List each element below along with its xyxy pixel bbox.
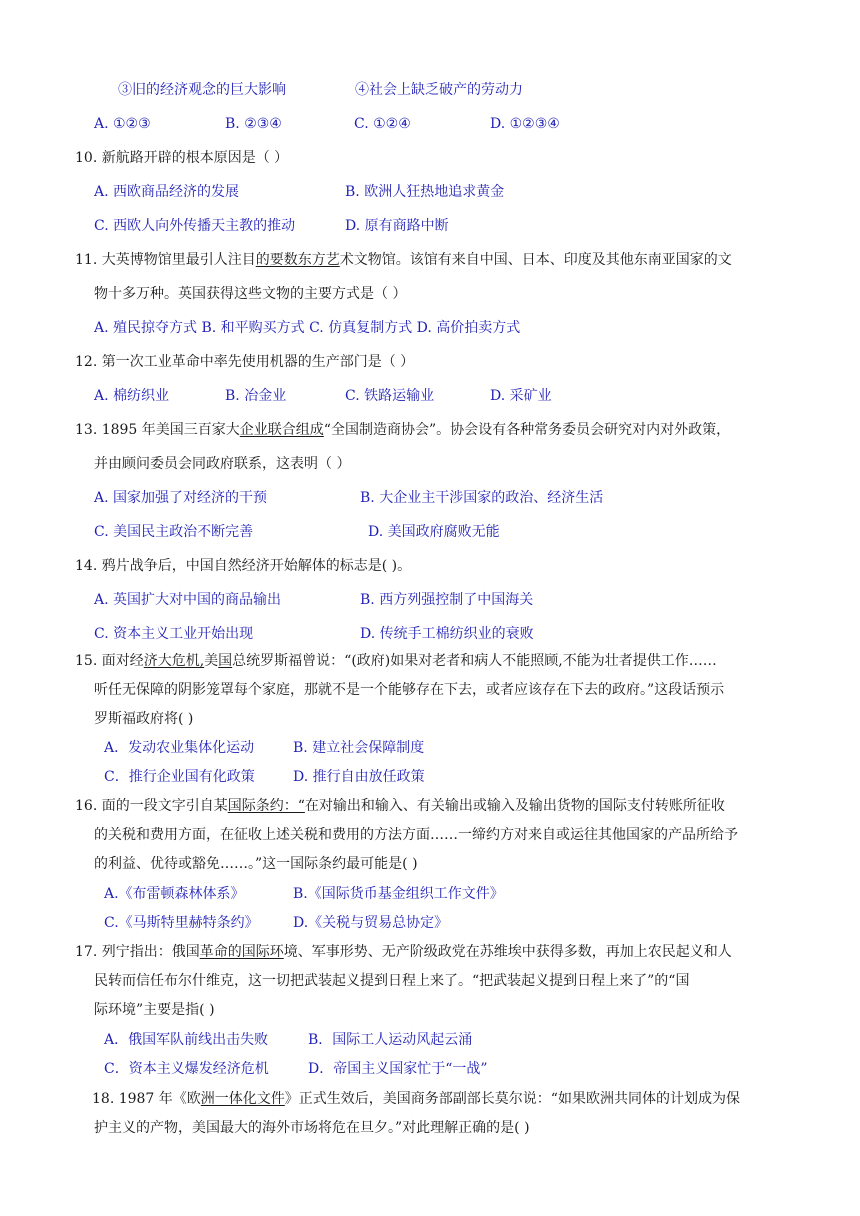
text-segment: B.《国际货币基金组织工作文件》 [293, 886, 504, 902]
text-segment: 14. 鸦片战争后，中国自然经济开始解体的标志是( )。 [75, 558, 412, 574]
answer-option [94, 488, 267, 508]
text-segment: 12. 第一次工业革命中率先使用机器的生产部门是（ ） [75, 354, 415, 370]
text-segment: D.《关税与贸易总协定》 [293, 915, 449, 931]
text-segment: 术文物馆。该馆有来自中国、日本、印度及其他东南亚国家的文 [339, 252, 732, 268]
answer-option [104, 1030, 268, 1050]
text-segment: 17. 列宁指出：俄国 [75, 944, 200, 960]
text-segment: C．资本主义爆发经济危机 [104, 1061, 269, 1077]
text-segment: D. 推行自由放任政策 [293, 769, 425, 785]
answer-option [308, 1059, 488, 1079]
text-segment: 际环境”主要是指( ) [94, 1002, 215, 1018]
text-segment: B. 大企业主干涉国家的政治、经济生活 [360, 490, 604, 506]
answer-option [490, 386, 552, 406]
text-segment: D. 美国政府腐败无能 [368, 524, 500, 540]
underlined-text: 济大危机, [143, 653, 205, 669]
question-text [94, 284, 406, 304]
question-text [75, 651, 717, 671]
answer-option [94, 522, 253, 542]
text-segment: B. 冶金业 [225, 388, 287, 404]
text-segment: C.《马斯特里赫特条约》 [104, 915, 259, 931]
answer-option [104, 738, 254, 758]
answer-option [118, 80, 286, 100]
answer-option [94, 624, 253, 644]
text-segment: 物十多万种。英国获得这些文物的主要方式是（ ） [94, 286, 407, 302]
answer-option [225, 386, 286, 406]
text-segment: 11. 大英博物馆里最引人注目 [75, 252, 256, 268]
answer-option [94, 590, 281, 610]
text-segment: ③旧的经济观念的巨大影响 [118, 82, 286, 98]
text-segment: D. 传统手工棉纺织业的衰败 [360, 626, 534, 642]
question-text [75, 148, 288, 168]
answer-option [360, 590, 533, 610]
text-segment: C．推行企业国有化政策 [104, 769, 255, 785]
question-text [75, 942, 732, 962]
text-segment: 15. 面对经 [75, 653, 144, 669]
text-segment: D．帝国主义国家忙于“一战” [308, 1061, 488, 1077]
answer-option [490, 114, 560, 134]
text-segment: A.《布雷顿森林体系》 [104, 886, 245, 902]
answer-option [293, 884, 504, 904]
question-text [94, 1000, 215, 1020]
answer-option [104, 767, 255, 787]
underlined-text: 革命的国际环 [199, 944, 284, 960]
text-segment: B. 西方列强控制了中国海关 [360, 592, 534, 608]
answer-option [94, 216, 295, 236]
text-segment: 护主义的产物，美国最大的海外市场将危在旦夕。”对此理解正确的是( ) [94, 1120, 530, 1136]
text-segment: 罗斯福政府将( ) [94, 711, 194, 727]
text-segment: A. 殖民掠夺方式 B. 和平购买方式 C. 仿真复制方式 D. 高价拍卖方式 [94, 320, 521, 336]
answer-option [345, 386, 434, 406]
text-segment: B. ②③④ [225, 116, 282, 132]
text-segment: C. 西欧人向外传播天主教的推动 [94, 218, 296, 234]
text-segment: 民转而信任布尔什维克，这一切把武装起义提到日程上来了。“把武装起义提到日程上来了”的“国 [94, 973, 690, 989]
underlined-text: 国际条约：“ [227, 798, 305, 814]
text-segment: C. ①②④ [354, 116, 411, 132]
text-segment: 13. 1895 年美国三百家大 [75, 422, 240, 438]
question-text [94, 825, 738, 845]
text-segment: 10. 新航路开辟的根本原因是（ ） [75, 150, 289, 166]
answer-option [293, 913, 448, 933]
question-text [94, 854, 418, 874]
answer-option [94, 318, 520, 338]
answer-option [225, 114, 282, 134]
underlined-text: 企业联合组成 [239, 422, 324, 438]
text-segment: A. 棉纺织业 [94, 388, 170, 404]
text-segment: A. 国家加强了对经济的干预 [94, 490, 268, 506]
question-text [75, 250, 732, 270]
text-segment: B. 建立社会保障制度 [293, 740, 425, 756]
underlined-text: 洲一体化文件 [200, 1091, 285, 1107]
answer-option [368, 522, 500, 542]
question-text [94, 709, 193, 729]
question-text [75, 420, 730, 440]
text-segment: C. 资本主义工业开始出现 [94, 626, 254, 642]
answer-option [308, 1030, 472, 1050]
answer-option [104, 884, 245, 904]
text-segment: 听任无保障的阴影笼罩每个家庭，那就不是一个能够存在下去，或者应该存在下去的政府。”这段话预示 [94, 682, 725, 698]
answer-option [104, 913, 259, 933]
text-segment: “全国制造商协会”。协会设有各种常务委员会研究对内对外政策， [323, 422, 731, 438]
underlined-text: 的要数东方艺 [255, 252, 340, 268]
question-text [94, 454, 350, 474]
answer-option [293, 767, 425, 787]
text-segment: 总统罗斯福曾说：“(政府)如果对老者和病人不能照顾,不能为壮者提供工作…… [232, 653, 717, 669]
text-segment: 在对输出和输入、有关输出或输入及输出货物的国际支付转账所征收 [304, 798, 725, 814]
text-segment: 境、军事形势、无产阶级政党在苏维埃中获得多数，再加上农民起义和人 [283, 944, 732, 960]
text-segment: D. 采矿业 [490, 388, 552, 404]
question-text [94, 1118, 530, 1138]
text-segment: D. 原有商路中断 [345, 218, 449, 234]
question-text [92, 1089, 740, 1109]
answer-option [360, 488, 603, 508]
question-text [94, 680, 724, 700]
text-segment: A. 英国扩大对中国的商品输出 [94, 592, 282, 608]
question-text [75, 796, 725, 816]
text-segment: 并由顾问委员会同政府联系，这表明（ ） [94, 456, 351, 472]
underlined-text: 国 [218, 653, 233, 669]
answer-option [345, 182, 504, 202]
question-text [94, 971, 689, 991]
text-segment: 的关税和费用方面，在征收上述关税和费用的方法方面……一缔约方对来自或运往其他国家的产品所给予 [94, 827, 738, 843]
text-segment: C. 铁路运输业 [345, 388, 435, 404]
answer-option [94, 386, 169, 406]
question-text [75, 352, 414, 372]
text-segment: 》正式生效后，美国商务部副部长莫尔说：“如果欧洲共同体的计划成为保 [284, 1091, 740, 1107]
answer-option [355, 80, 523, 100]
answer-option [94, 182, 239, 202]
text-segment: A．发动农业集体化运动 [104, 740, 255, 756]
answer-option [345, 216, 449, 236]
answer-option [360, 624, 534, 644]
text-segment: A. ①②③ [94, 116, 151, 132]
answer-option [104, 1059, 269, 1079]
text-segment: 美 [204, 653, 219, 669]
text-segment: D. ①②③④ [490, 116, 560, 132]
text-segment: ④社会上缺乏破产的劳动力 [355, 82, 523, 98]
question-text [75, 556, 411, 576]
text-segment: 16. 面的一段文字引自某 [75, 798, 228, 814]
answer-option [354, 114, 411, 134]
text-segment: A．俄国军队前线出击失败 [104, 1032, 269, 1048]
text-segment: B．国际工人运动风起云涌 [308, 1032, 473, 1048]
text-segment: C. 美国民主政治不断完善 [94, 524, 254, 540]
answer-option [94, 114, 151, 134]
text-segment: A. 西欧商品经济的发展 [94, 184, 240, 200]
answer-option [293, 738, 424, 758]
text-segment: 18. 1987 年《欧 [92, 1091, 201, 1107]
text-segment: 的利益、优待或豁免……。”这一国际条约最可能是( ) [94, 856, 418, 872]
text-segment: B. 欧洲人狂热地追求黄金 [345, 184, 505, 200]
